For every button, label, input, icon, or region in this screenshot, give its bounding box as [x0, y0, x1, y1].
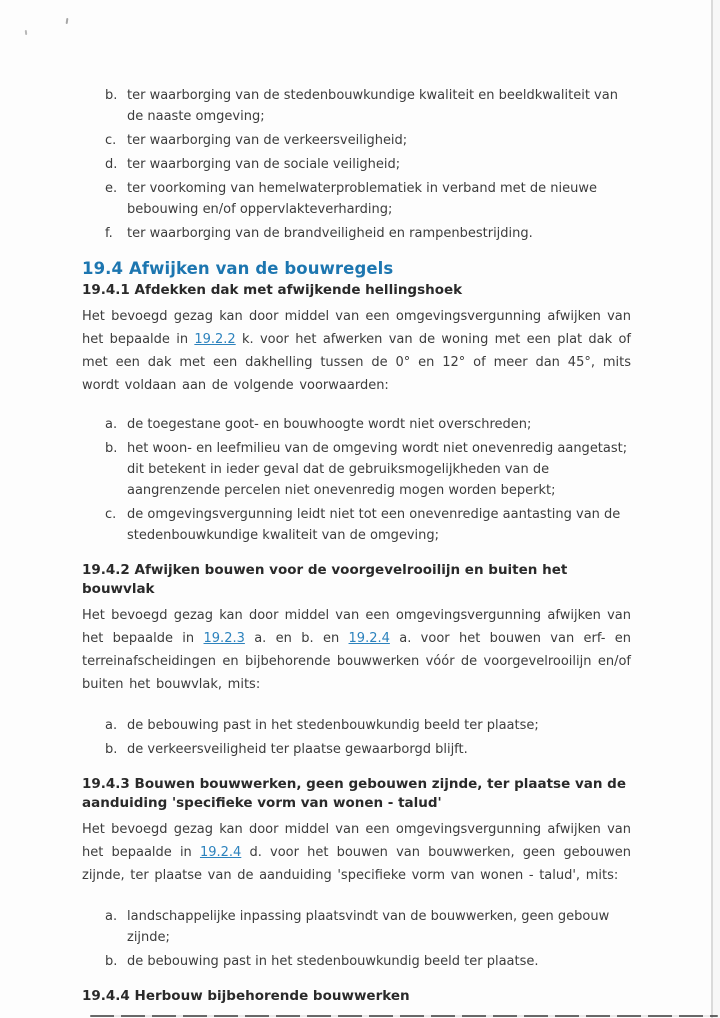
conditions-19-4-2 [82, 715, 631, 760]
conditions-19-4-1 [82, 414, 631, 546]
list-item-text: de omgevingsvergunning leidt niet tot een onevenredige aantasting van de stedenbouwkundige kwaliteit van de omgeving; [127, 507, 621, 543]
scan-edge-strip [713, 0, 720, 1018]
link-19-2-4[interactable]: 19.2.4 [199, 845, 242, 860]
list-item-text: de toegestane goot- en bouwhoogte wordt niet overschreden; [127, 417, 532, 432]
list-item [82, 85, 631, 127]
subsection-heading-19-4-4: 19.4.4 Herbouw bijbehorende bouwwerken [82, 988, 410, 1004]
scan-speck [25, 30, 27, 35]
list-item [82, 414, 631, 435]
list-item [82, 130, 631, 151]
list-item-text: de bebouwing past in het stedenbouwkundig beeld ter plaatse; [127, 718, 539, 733]
paragraph-text: d. voor het bouwen van bouwwerken, geen gebouwen zijnde, ter plaatse van de aanduiding 'specifieke vorm van wonen - talud', mits: [82, 845, 631, 883]
list-marker: a. [105, 718, 118, 733]
list-item-text: de bebouwing past in het stedenbouwkundig beeld ter plaatse. [127, 954, 539, 969]
paragraph-19-4-3 [82, 818, 631, 887]
list-item [82, 504, 631, 546]
list-item-text: ter waarborging van de verkeersveiligheid; [127, 133, 408, 148]
list-item-text: ter voorkoming van hemelwaterproblematiek in verband met de nieuwe bebouwing en/of oppervlakteverharding; [127, 181, 597, 217]
link-19-2-2[interactable]: 19.2.2 [194, 332, 236, 347]
scan-speck [66, 18, 69, 24]
list-item [82, 951, 631, 972]
list-item-text: ter waarborging van de stedenbouwkundige kwaliteit en beeldkwaliteit van de naaste omgeving; [127, 88, 618, 124]
list-item [82, 178, 631, 220]
paragraph-19-4-1 [82, 305, 631, 397]
list-item [82, 154, 631, 175]
subsection-heading-19-4-1: 19.4.1 Afdekken dak met afwijkende hellingshoek [82, 282, 463, 298]
list-item [82, 739, 631, 760]
list-item-text: de verkeersveiligheid ter plaatse gewaarborgd blijft. [127, 742, 468, 757]
list-marker: c. [105, 133, 117, 148]
page-bottom-edge [90, 1015, 718, 1018]
section-heading-19-4: 19.4 Afwijken van de bouwregels [82, 259, 394, 278]
list-marker: b. [105, 742, 118, 757]
list-marker: e. [105, 181, 118, 196]
list-item [82, 438, 631, 501]
list-item [82, 715, 631, 736]
list-item-text: het woon- en leefmilieu van de omgeving wordt niet onevenredig aangetast; dit betekent in ieder geval dat de gebruiksmogelijkheden van de aangrenzende percelen niet onevenredig mogen worden beperkt; [127, 441, 628, 498]
document-body [82, 0, 631, 1006]
list-marker: f. [105, 226, 113, 241]
list-marker: b. [105, 954, 118, 969]
subsection-heading-19-4-3: 19.4.3 Bouwen bouwwerken, geen gebouwen zijnde, ter plaatse van de aanduiding 'specifieke vorm van wonen - talud' [82, 776, 626, 811]
paragraph-text: Het bevoegd gezag kan door middel van een omgevingsvergunning afwijken van het bepaalde in [82, 309, 631, 347]
paragraph-text: Het bevoegd gezag kan door middel van een omgevingsvergunning afwijken van het bepaalde in [82, 608, 631, 646]
list-item-text: landschappelijke inpassing plaatsvindt van de bouwwerken, geen gebouw zijnde; [127, 909, 610, 945]
paragraph-text: Het bevoegd gezag kan door middel van een omgevingsvergunning afwijken van het bepaalde in [82, 822, 631, 860]
list-marker: d. [105, 157, 118, 172]
list-marker: a. [105, 417, 118, 432]
list-marker: b. [105, 88, 118, 103]
list-item [82, 906, 631, 948]
conditions-19-4-3 [82, 906, 631, 972]
list-marker: c. [105, 507, 117, 522]
link-19-2-4[interactable]: 19.2.4 [348, 631, 390, 646]
intro-condition-list [82, 85, 631, 244]
list-item [82, 223, 631, 244]
subsection-heading-19-4-2: 19.4.2 Afwijken bouwen voor de voorgevelrooilijn en buiten het bouwvlak [82, 562, 568, 597]
paragraph-text: k. voor het afwerken van de woning met een plat dak of met een dak met een dakhelling tussen de 0° en 12° of meer dan 45°, mits wordt voldaan aan de volgende voorwaarden: [82, 332, 631, 393]
list-item-text: ter waarborging van de sociale veiligheid; [127, 157, 401, 172]
paragraph-text: a. en b. en [244, 631, 349, 646]
scan-edge-line [711, 0, 713, 1018]
paragraph-19-4-2 [82, 604, 631, 696]
list-marker: a. [105, 909, 118, 924]
link-19-2-3[interactable]: 19.2.3 [203, 631, 245, 646]
list-marker: b. [105, 441, 118, 456]
list-item-text: ter waarborging van de brandveiligheid en rampenbestrijding. [127, 226, 533, 241]
paragraph-text: a. voor het bouwen van erf- en terreinafscheidingen en bijbehorende bouwwerken vóór de voorgevelrooilijn en/of buiten het bouwvlak, mits: [82, 631, 631, 692]
